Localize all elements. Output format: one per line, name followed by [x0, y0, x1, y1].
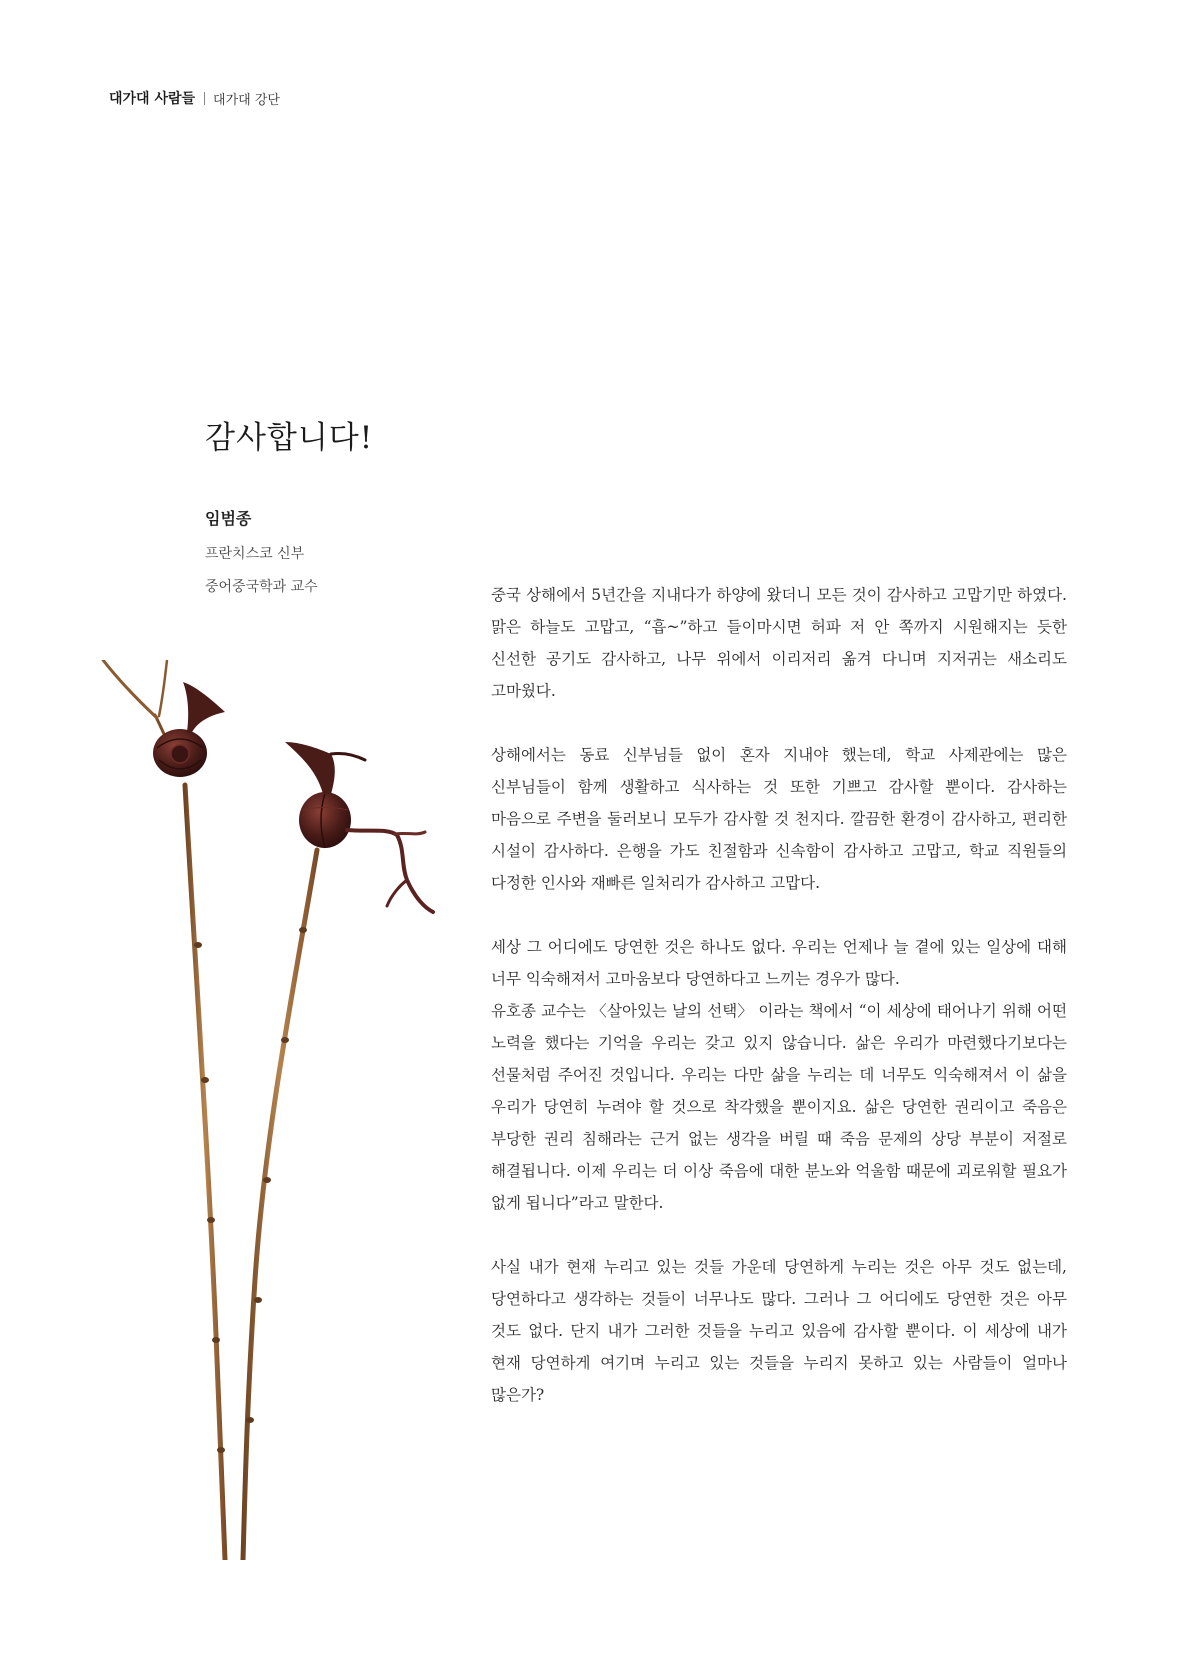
left-stem: [103, 660, 225, 1560]
right-seed-pod: [285, 742, 433, 912]
author-block: [205, 506, 318, 610]
body-paragraph-2: 상해에서는 동료 신부님들 없이 혼자 지내야 했는데, 학교 사제관에는 많은 신부님들이 함께 생활하고 식사하는 것 또한 기쁘고 감사할 뿐이다. 감사하는 마음으로 주변을 둘러보니 모두가 감사할 것 천지다. 깔끔한 환경이 감사하고, 편리한 시설이 감사하다. 은행을 가도 친절함과 신속함이 감사하고 고맙고, 학교 직원들의 다정한 인사와 재빠른 일처리가 감사하고 고맙다.: [491, 746, 1067, 892]
author-name: 임범종: [205, 509, 252, 528]
body-paragraph-4: 유호종 교수는 〈살아있는 날의 선택〉 이라는 책에서 “이 세상에 태어나기 위해 어떤 노력을 했다는 기억을 우리는 갖고 있지 않습니다. 삶은 우리가 마련했다기보다는 선물처럼 주어진 것입니다. 우리는 다만 삶을 누리는 데 너무도 익숙해져서 이 삶을 우리가 당연히 누려야 할 것으로 착각했을 뿐이지요. 삶은 당연한 권리이고 죽음은 부당한 권리 침해라는 근거 없는 생각을 버릴 때 죽음 문제의 상당 부분이 저절로 해결됩니다. 이제 우리는 더 이상 죽음에 대한 분노와 억울함 때문에 괴로워할 필요가 없게 됩니다”라고 말한다.: [491, 1002, 1067, 1212]
body-paragraph-5: 사실 내가 현재 누리고 있는 것들 가운데 당연하게 누리는 것은 아무 것도 없는데, 당연하다고 생각하는 것들이 너무나도 많다. 그러나 그 어디에도 당연한 것은 아무 것도 없다. 단지 내가 그러한 것들을 누리고 있음에 감사할 뿐이다. 이 세상에 내가 현재 당연하게 여기며 누리고 있는 것들을 누리지 못하고 있는 사람들이 얼마나 많은가?: [491, 1258, 1067, 1404]
header-divider: [204, 92, 205, 105]
body-paragraph-3: 세상 그 어디에도 당연한 것은 하나도 없다. 우리는 언제나 늘 곁에 있는 일상에 대해 너무 익숙해져서 고마움보다 당연하다고 느끼는 경우가 많다.: [491, 938, 1067, 988]
dried-plant-illustration: [95, 660, 475, 1560]
right-stem: [243, 850, 317, 1560]
author-role-2: 중어중국학과 교수: [205, 579, 318, 595]
subsection-label: 대가대 강단: [213, 92, 280, 108]
article-body: [491, 579, 1067, 1443]
body-paragraph-1: 중국 상해에서 5년간을 지내다가 하양에 왔더니 모든 것이 감사하고 고맙기만 하였다. 맑은 하늘도 고맙고, “흡~”하고 들이마시면 허파 저 안 쪽까지 시원해지는 듯한 신선한 공기도 감사하고, 나무 위에서 이리저리 옮겨 다니며 지저귀는 새소리도 고마웠다.: [491, 586, 1067, 700]
page-header: [109, 88, 280, 108]
article-title: 감사합니다!: [205, 420, 374, 456]
section-label: 대가대 사람들: [109, 91, 196, 107]
author-role-1: 프란치스코 신부: [205, 546, 305, 562]
left-seed-pod: [153, 682, 225, 777]
